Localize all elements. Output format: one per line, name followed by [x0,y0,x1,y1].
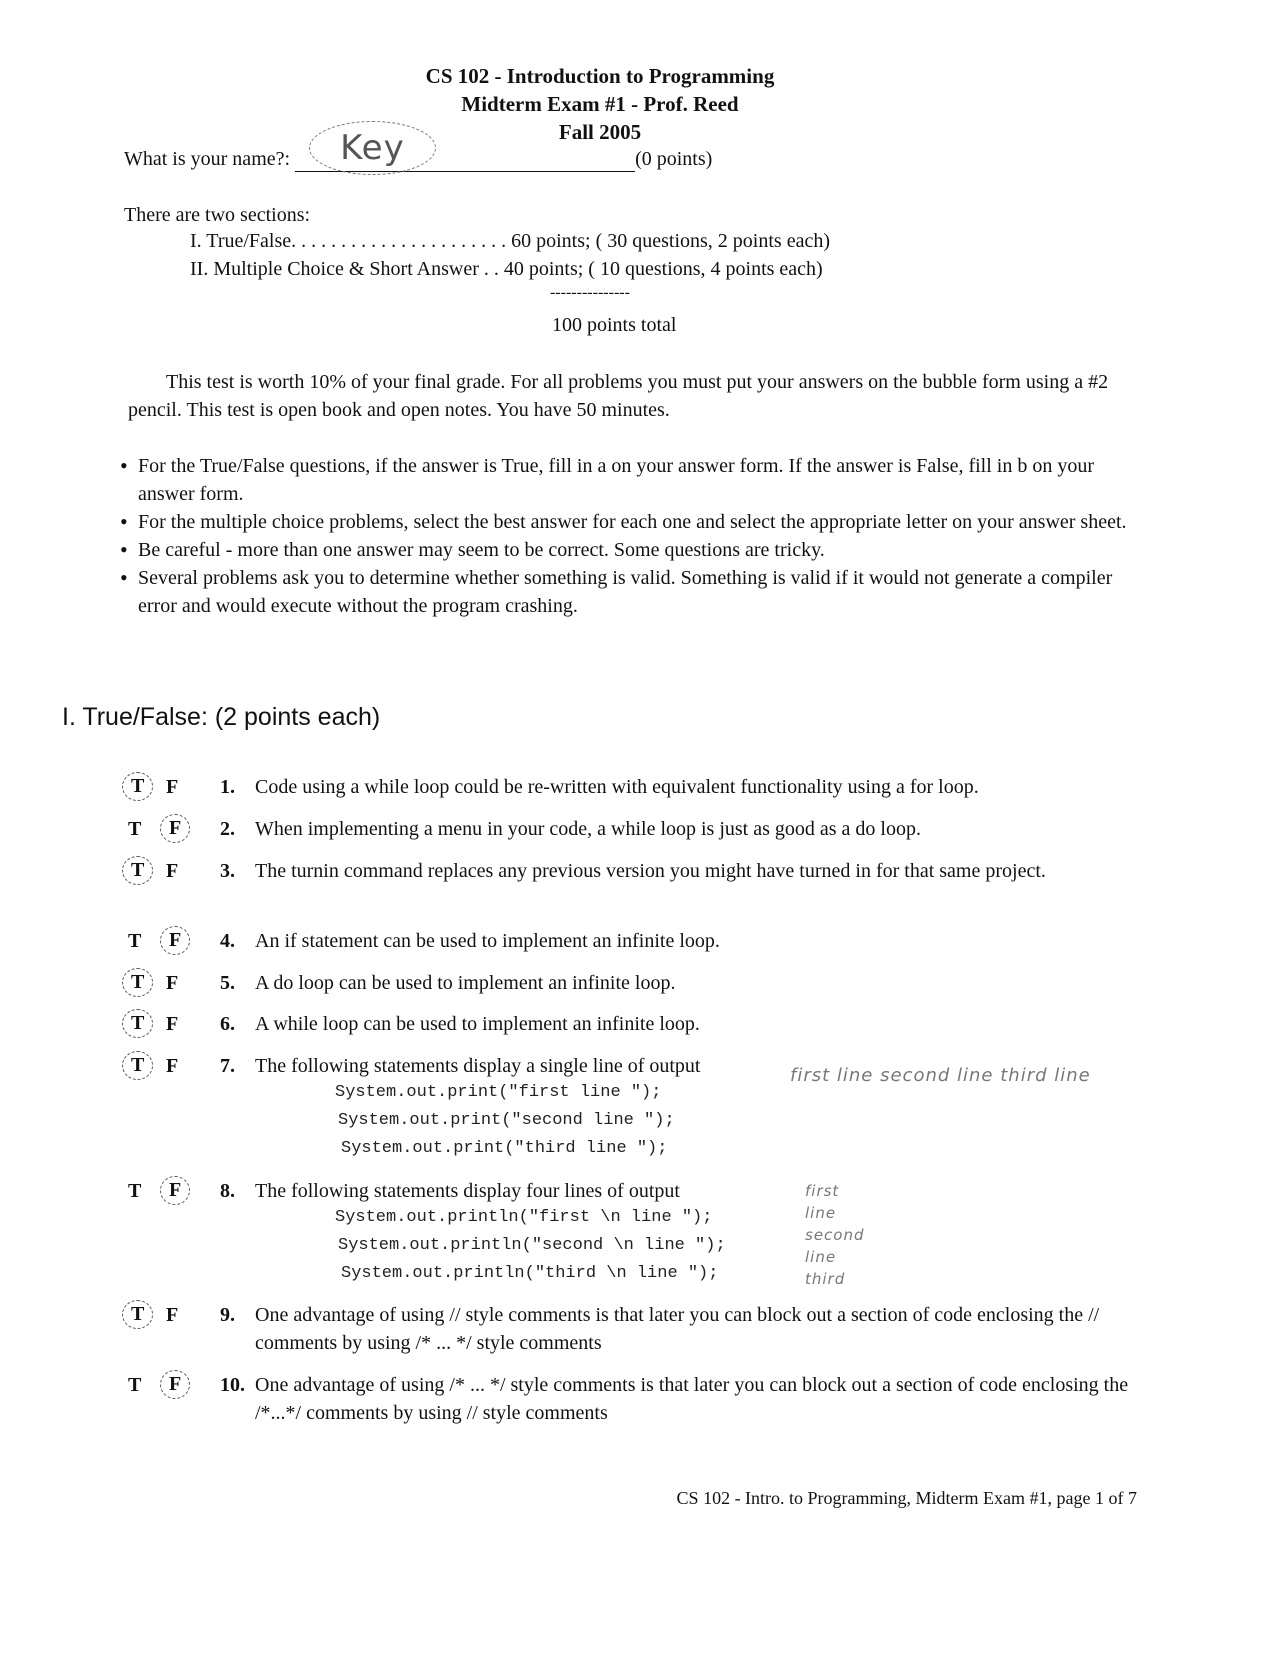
question-number: 3. [220,860,235,882]
question-number: 9. [220,1304,235,1326]
code-line: System.out.print("third line "); [341,1139,668,1158]
true-option[interactable]: T [128,1374,142,1396]
true-option[interactable]: T [122,1051,153,1080]
term: Fall 2005 [558,120,642,144]
code-line: System.out.println("third \n line "); [341,1264,719,1283]
points-total: 100 points total [552,314,677,336]
true-option[interactable]: T [122,772,153,801]
intro-paragraph: This test is worth 10% of your final grade. For all problems you must put your answers on the bubble form using a #2 pencil. This test is open book and open notes. You have 50 minutes. [128,371,1109,421]
question-number: 8. [220,1180,235,1202]
false-option[interactable]: F [166,972,179,994]
question-text: A while loop can be used to implement an infinite loop. [255,1013,700,1035]
question-number: 10. [220,1374,245,1396]
section-heading: I. True/False: (2 points each) [62,703,381,731]
true-option[interactable]: T [122,856,153,885]
code-line: System.out.println("second \n line "); [338,1236,726,1255]
page-footer: CS 102 - Intro. to Programming, Midterm Exam #1, page 1 of 7 [676,1488,1137,1508]
question-text: The following statements display four lines of output [255,1180,680,1202]
instruction-item: • For the multiple choice problems, select the best answer for each one and select the appropriate letter on your answer sheet. [118,508,1128,536]
question-number: 2. [220,818,235,840]
exam-title: Midterm Exam #1 - Prof. Reed [461,92,739,116]
name-label: What is your name?: [124,148,291,170]
false-option[interactable]: F [160,814,190,843]
false-option[interactable]: F [166,776,179,798]
handwritten-name: Key [309,121,436,175]
false-option[interactable]: F [160,1176,190,1205]
question-text: When implementing a menu in your code, a while loop is just as good as a do loop. [255,818,921,840]
question-text: The turnin command replaces any previous version you might have turned in for that same project. [255,860,1046,882]
code-line: System.out.println("first \n line "); [335,1208,713,1227]
false-option[interactable]: F [166,1055,179,1077]
name-points: (0 points) [635,148,713,170]
false-option[interactable]: F [166,860,179,882]
true-option[interactable]: T [122,1300,153,1329]
true-option[interactable]: T [122,968,153,997]
question-number: 6. [220,1013,235,1035]
true-option[interactable]: T [128,1180,142,1202]
handwritten-note: first line second line third [805,1182,865,1288]
question-text: One advantage of using /* ... */ style comments is that later you can block out a section of code enclosing the /*...*/ comments by using // style comments [255,1374,1129,1424]
question-number: 7. [220,1055,235,1077]
instruction-item: • Several problems ask you to determine whether something is valid. Something is valid if it would not generate a compiler error and would execute without the program crashing. [118,564,1128,620]
question-text: One advantage of using // style comments is that later you can block out a section of code enclosing the // comments by using /* ... */ style comments [255,1304,1100,1354]
false-option[interactable]: F [166,1304,179,1326]
question-number: 4. [220,930,235,952]
code-line: System.out.print("second line "); [338,1111,675,1130]
code-line: System.out.print("first line "); [335,1083,662,1102]
handwritten-note: first line second line third line [790,1065,1091,1086]
false-option[interactable]: F [166,1013,179,1035]
false-option[interactable]: F [160,1370,190,1399]
question-number: 1. [220,776,235,798]
question-number: 5. [220,972,235,994]
false-option[interactable]: F [160,926,190,955]
question-text: An if statement can be used to implement an infinite loop. [255,930,720,952]
question-text: The following statements display a single line of output [255,1055,701,1077]
question-text: A do loop can be used to implement an infinite loop. [255,972,676,994]
course-title: CS 102 - Introduction to Programming [425,64,775,88]
sections-intro: There are two sections: [124,204,311,226]
section-1-summary: I. True/False. . . . . . . . . . . . . . . . . . . . . . 60 points; ( 30 questions, 2 points each) [190,230,830,252]
instruction-item: • For the True/False questions, if the answer is True, fill in a on your answer form. If the answer is False, fill in b on your answer form. [118,452,1128,508]
question-text: Code using a while loop could be re-written with equivalent functionality using a for loop. [255,776,979,798]
instructions-list [118,452,1128,620]
instruction-item: • Be careful - more than one answer may seem to be correct. Some questions are tricky. [118,536,1128,564]
total-rule: --------------- [550,284,630,301]
true-option[interactable]: T [122,1009,153,1038]
true-option[interactable]: T [128,818,142,840]
section-2-summary: II. Multiple Choice & Short Answer . . 40 points; ( 10 questions, 4 points each) [190,258,823,280]
true-option[interactable]: T [128,930,142,952]
